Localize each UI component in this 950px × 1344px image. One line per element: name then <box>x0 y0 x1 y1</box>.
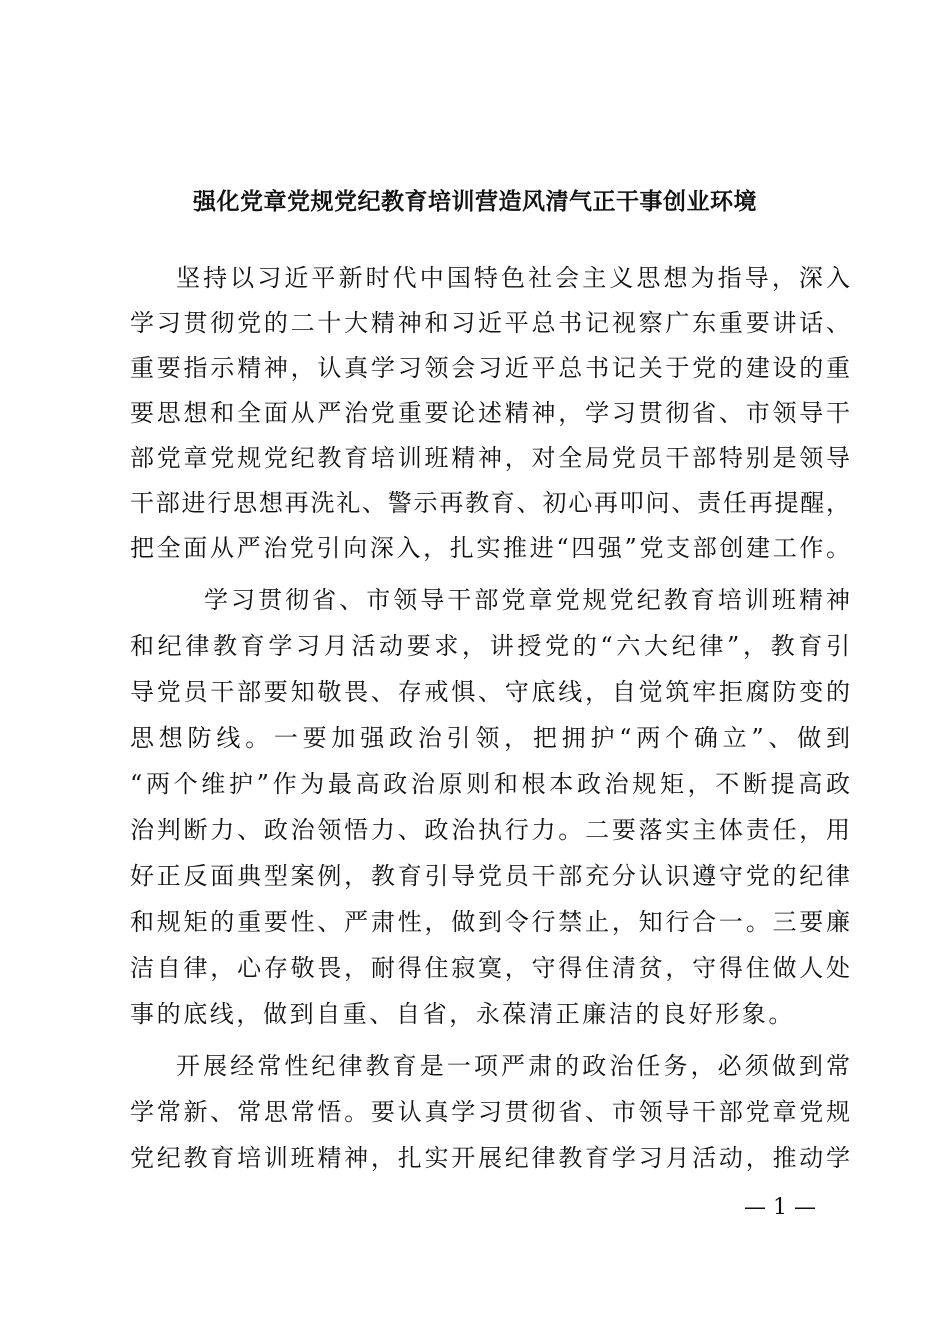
paragraph-1-line-4: 要思想和全面从严治党重要论述精神，学习贯彻省、市领导干 <box>130 399 850 427</box>
paragraph-2-line-5: “两个维护”作为最高政治原则和根本政治规矩，不断提高政 <box>130 770 850 798</box>
paragraph-1-line-7: 把全面从严治党引向深入，扎实推进“四强”党支部创建工作。 <box>130 534 850 562</box>
paragraph-2-line-10: 事的底线，做到自重、自省，永葆清正廉洁的良好形象。 <box>130 1000 795 1028</box>
paragraph-2-line-8: 和规矩的重要性、严肃性，做到令行禁止，知行合一。三要廉 <box>130 908 850 936</box>
paragraph-2-line-2: 和纪律教育学习月活动要求，讲授党的“六大纪律”，教育引 <box>130 632 850 660</box>
document-title: 强化党章党规党纪教育培训营造风清气正干事创业环境 <box>193 188 757 215</box>
paragraph-1-line-1: 坚持以习近平新时代中国特色社会主义思想为指导，深入 <box>176 264 850 292</box>
paragraph-3-line-3: 党纪教育培训班精神，扎实开展纪律教育学习月活动，推动学 <box>130 1144 850 1172</box>
paragraph-2-line-3: 导党员干部要知敬畏、存戒惧、守底线，自觉筑牢拒腐防变的 <box>130 678 850 706</box>
paragraph-2-line-6: 治判断力、政治领悟力、政治执行力。二要落实主体责任，用 <box>130 816 850 844</box>
paragraph-3-line-2: 学常新、常思常悟。要认真学习贯彻省、市领导干部党章党规 <box>130 1098 850 1126</box>
paragraph-1-line-3: 重要指示精神，认真学习领会习近平总书记关于党的建设的重 <box>130 354 850 382</box>
paragraph-1-line-6: 干部进行思想再洗礼、警示再教育、初心再叩问、责任再提醒， <box>130 489 850 517</box>
page-number: — 1 — <box>744 1195 816 1220</box>
paragraph-2-line-9: 洁自律，心存敬畏，耐得住寂寞，守得住清贫，守得住做人处 <box>130 954 850 982</box>
paragraph-1-line-5: 部党章党规党纪教育培训班精神，对全局党员干部特别是领导 <box>130 444 850 472</box>
paragraph-2-line-7: 好正反面典型案例，教育引导党员干部充分认识遵守党的纪律 <box>130 862 850 890</box>
paragraph-2-line-4: 思想防线。一要加强政治引领，把拥护“两个确立”、做到 <box>130 724 850 752</box>
paragraph-1-line-2: 学习贯彻党的二十大精神和习近平总书记视察广东重要讲话、 <box>130 309 850 337</box>
paragraph-3-line-1: 开展经常性纪律教育是一项严肃的政治任务，必须做到常 <box>176 1052 850 1080</box>
paragraph-2-line-1: 学习贯彻省、市领导干部党章党规党纪教育培训班精神 <box>204 586 850 614</box>
